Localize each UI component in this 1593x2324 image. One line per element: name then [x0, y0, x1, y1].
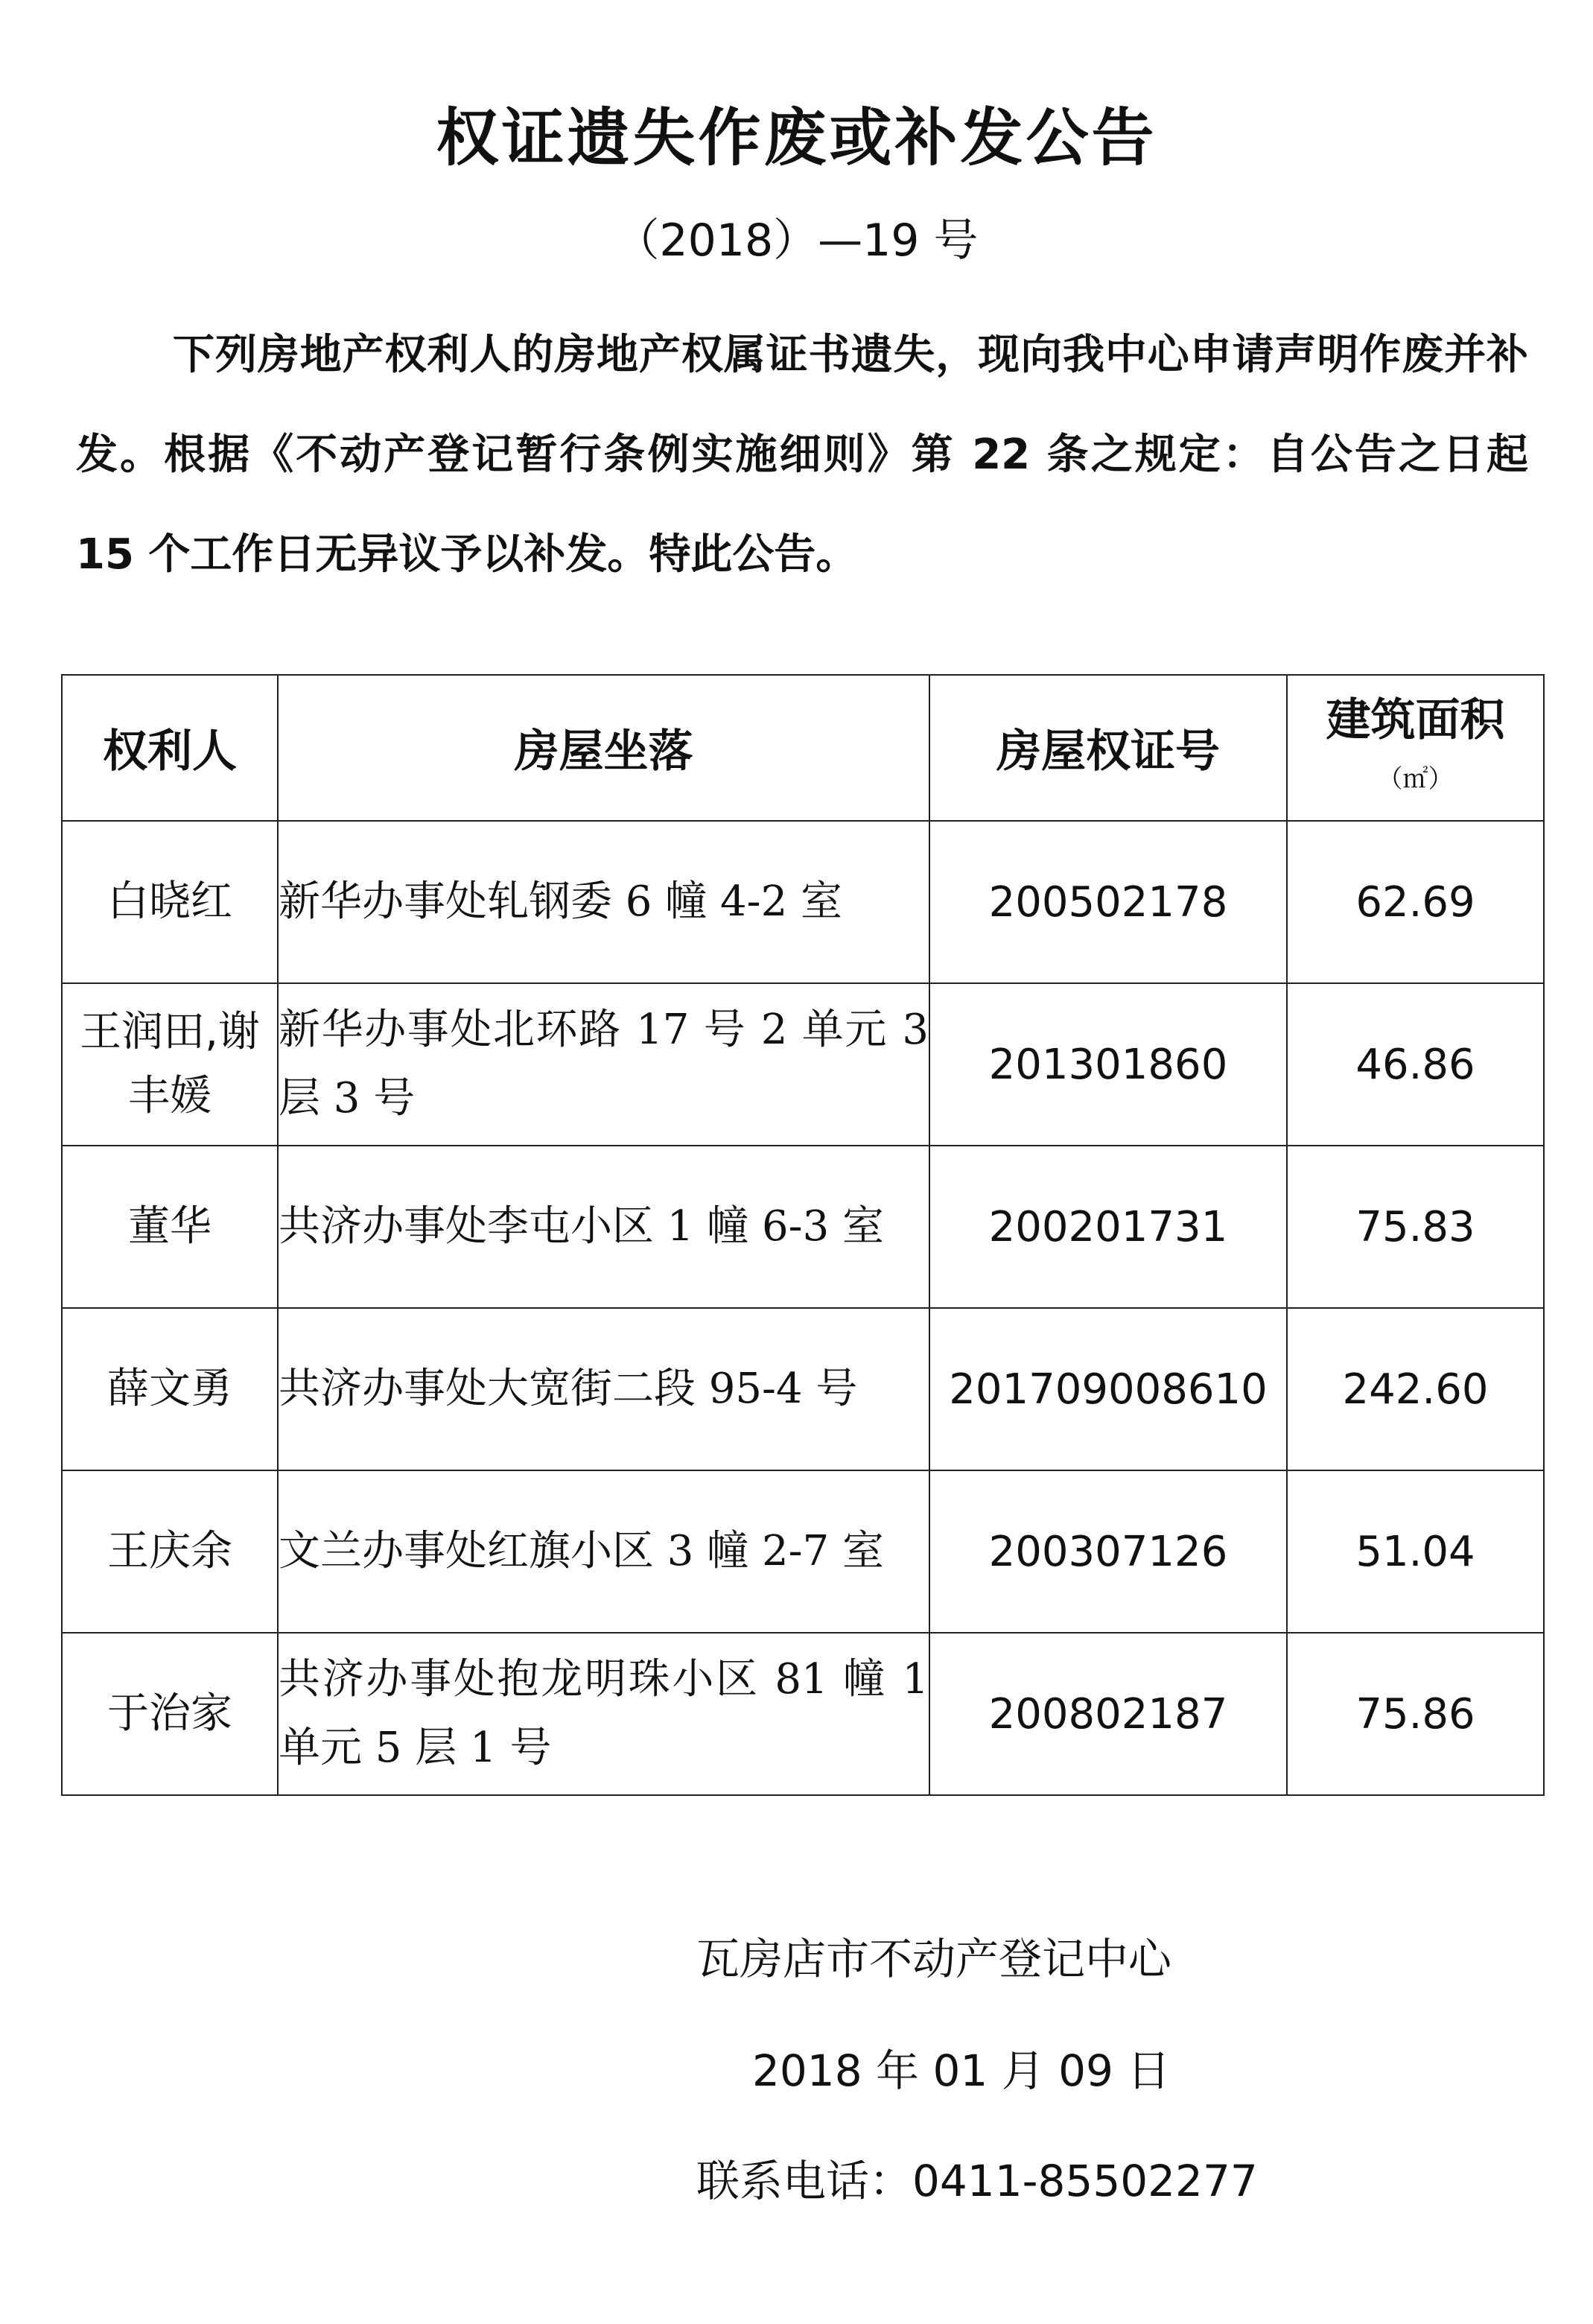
- header-certificate: 房屋权证号: [929, 675, 1287, 821]
- header-location: 房屋坐落: [278, 675, 929, 821]
- header-area-unit: （㎡）: [1377, 764, 1454, 794]
- table-row: [62, 1146, 1544, 1308]
- footer-organization: 瓦房店市不动产登记中心: [696, 1934, 1172, 1984]
- location-cell: 新华办事处轧钢委 6 幢 4-2 室: [278, 821, 929, 983]
- header-owner: 权利人: [62, 675, 278, 821]
- location-cell: 共济办事处李屯小区 1 幢 6-3 室: [278, 1146, 929, 1308]
- table-row: [62, 1633, 1544, 1795]
- area-cell: 75.86: [1287, 1633, 1544, 1795]
- area-cell: 62.69: [1287, 821, 1544, 983]
- area-cell: 51.04: [1287, 1470, 1544, 1633]
- table-row: [62, 1308, 1544, 1470]
- certificate-cell: 201709008610: [929, 1308, 1287, 1470]
- area-cell: 46.86: [1287, 983, 1544, 1146]
- header-area-label: 建筑面积: [1326, 694, 1505, 746]
- certificate-cell: 200502178: [929, 821, 1287, 983]
- owner-cell: 王庆余: [62, 1470, 278, 1633]
- owner-cell: 于治家: [62, 1633, 278, 1795]
- table-header-row: [62, 675, 1544, 821]
- certificate-cell: 200802187: [929, 1633, 1287, 1795]
- owner-cell: 白晓红: [62, 821, 278, 983]
- header-area: [1287, 675, 1544, 821]
- notice-number: （2018）—19 号: [614, 215, 979, 267]
- certificate-cell: 200201731: [929, 1146, 1287, 1308]
- table-body: [62, 821, 1544, 1795]
- records-table: [61, 674, 1545, 1796]
- location-cell: 新华办事处北环路 17 号 2 单元 3 层 3 号: [278, 983, 929, 1146]
- notice-title: 权证遗失作废或补发公告: [436, 101, 1157, 174]
- table-row: [62, 821, 1544, 983]
- certificate-cell: 201301860: [929, 983, 1287, 1146]
- owner-cell: 董华: [62, 1146, 278, 1308]
- area-cell: 75.83: [1287, 1146, 1544, 1308]
- owner-cell: 薛文勇: [62, 1308, 278, 1470]
- location-cell: 共济办事处大宽街二段 95-4 号: [278, 1308, 929, 1470]
- table-row: [62, 983, 1544, 1146]
- owner-cell: 王润田,谢丰媛: [62, 983, 278, 1146]
- area-cell: 242.60: [1287, 1308, 1544, 1470]
- footer-phone: 联系电话：0411-85502277: [696, 2156, 1258, 2206]
- footer-date: 2018 年 01 月 09 日: [752, 2045, 1171, 2096]
- location-cell: 共济办事处抱龙明珠小区 81 幢 1 单元 5 层 1 号: [278, 1633, 929, 1795]
- certificate-cell: 200307126: [929, 1470, 1287, 1633]
- notice-intro: 下列房地产权利人的房地产权属证书遗失，现向我中心申请声明作废并补发。根据《不动产登记暂行条例实施细则》第 22 条之规定：自公告之日起 15 个工作日无异议予以补发。特此公告。: [76, 331, 1528, 579]
- table-row: [62, 1470, 1544, 1633]
- location-cell: 文兰办事处红旗小区 3 幢 2-7 室: [278, 1470, 929, 1633]
